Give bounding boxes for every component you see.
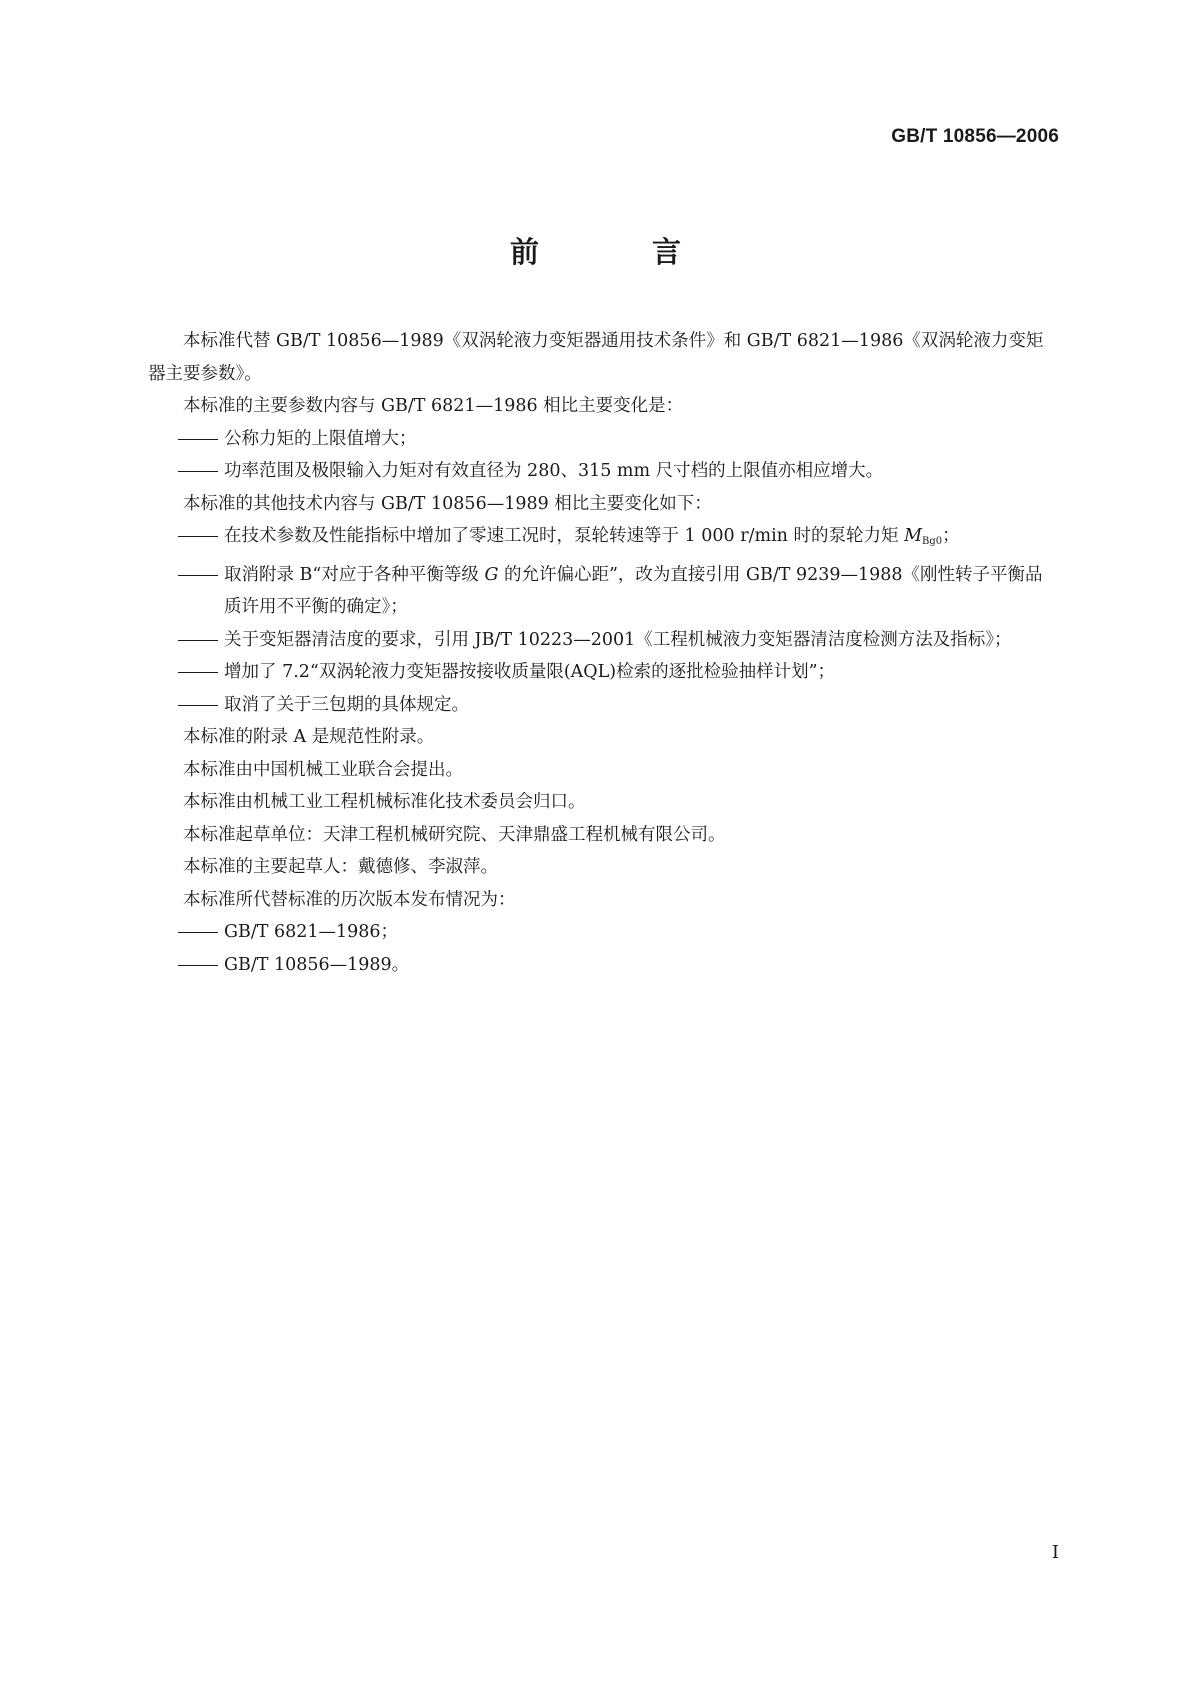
list-item-text: 在技术参数及性能指标中增加了零速工况时，泵轮转速等于 1 000 r/min 时的泵轮力矩 xyxy=(224,526,905,546)
list-item xyxy=(148,455,1056,488)
list-item-text: 公称力矩的上限值增大； xyxy=(224,428,417,449)
torque-subscript: Bg0 xyxy=(922,536,943,547)
list-item-text-cont: 的允许偏心距”，改为直接引用 GB/T 9239—1988《刚性转子平衡品质许用不平衡的确定》； xyxy=(224,564,1043,617)
paragraph-replacement: 本标准代替 GB/T 10856—1989《双涡轮液力变矩器通用技术条件》和 GB/T 6821—1986《双涡轮液力变矩器主要参数》。 xyxy=(148,331,1044,384)
list-item xyxy=(148,916,1056,949)
list-item-text: 取消附录 B“对应于各种平衡等级 xyxy=(224,564,485,585)
list-item xyxy=(148,656,1056,689)
balance-grade-symbol: G xyxy=(484,564,499,585)
page-number: I xyxy=(1051,1542,1059,1563)
list-item-text: GB/T 10856—1989。 xyxy=(224,954,410,975)
list-item xyxy=(148,689,1056,722)
paragraph-committee: 本标准由机械工业工程机械标准化技术委员会归口。 xyxy=(183,792,586,812)
paragraph-param-changes: 本标准的主要参数内容与 GB/T 6821—1986 相比主要变化是： xyxy=(183,396,684,416)
list-item-text: 增加了 7.2“双涡轮液力变矩器按接收质量限(AQL)检索的逐批检验抽样计划”； xyxy=(224,662,836,682)
paragraph-drafters: 本标准的主要起草人：戴德修、李淑萍。 xyxy=(183,857,498,877)
page-title: 前 言 xyxy=(509,235,723,269)
torque-symbol: M xyxy=(904,526,922,546)
paragraph-annex: 本标准的附录 A 是规范性附录。 xyxy=(183,727,435,747)
list-item-text: 取消了关于三包期的具体规定。 xyxy=(224,694,469,715)
paragraph-history: 本标准所代替标准的历次版本发布情况为： xyxy=(183,889,516,910)
list-item xyxy=(148,624,1056,657)
paragraph-proposer: 本标准由中国机械工业联合会提出。 xyxy=(183,759,463,780)
list-item xyxy=(148,949,1056,982)
standard-code: GB/T 10856—2006 xyxy=(891,126,1059,147)
list-item-text: 功率范围及极限输入力矩对有效直径为 280、315 mm 尺寸档的上限值亦相应增大。 xyxy=(224,461,884,481)
paragraph-drafting-units: 本标准起草单位：天津工程机械研究院、天津鼎盛工程机械有限公司。 xyxy=(183,824,726,845)
foreword-body xyxy=(148,325,1056,981)
list-item-text: GB/T 6821—1986； xyxy=(224,922,399,942)
paragraph-technical-changes: 本标准的其他技术内容与 GB/T 10856—1989 相比主要变化如下： xyxy=(183,493,712,514)
list-item xyxy=(148,520,1056,559)
list-item xyxy=(148,423,1056,456)
list-item-end: ； xyxy=(942,526,960,546)
list-item-text: 关于变矩器清洁度的要求，引用 JB/T 10223—2001《工程机械液力变矩器清洁度检测方法及指标》； xyxy=(224,629,1012,650)
list-item xyxy=(148,559,1056,624)
